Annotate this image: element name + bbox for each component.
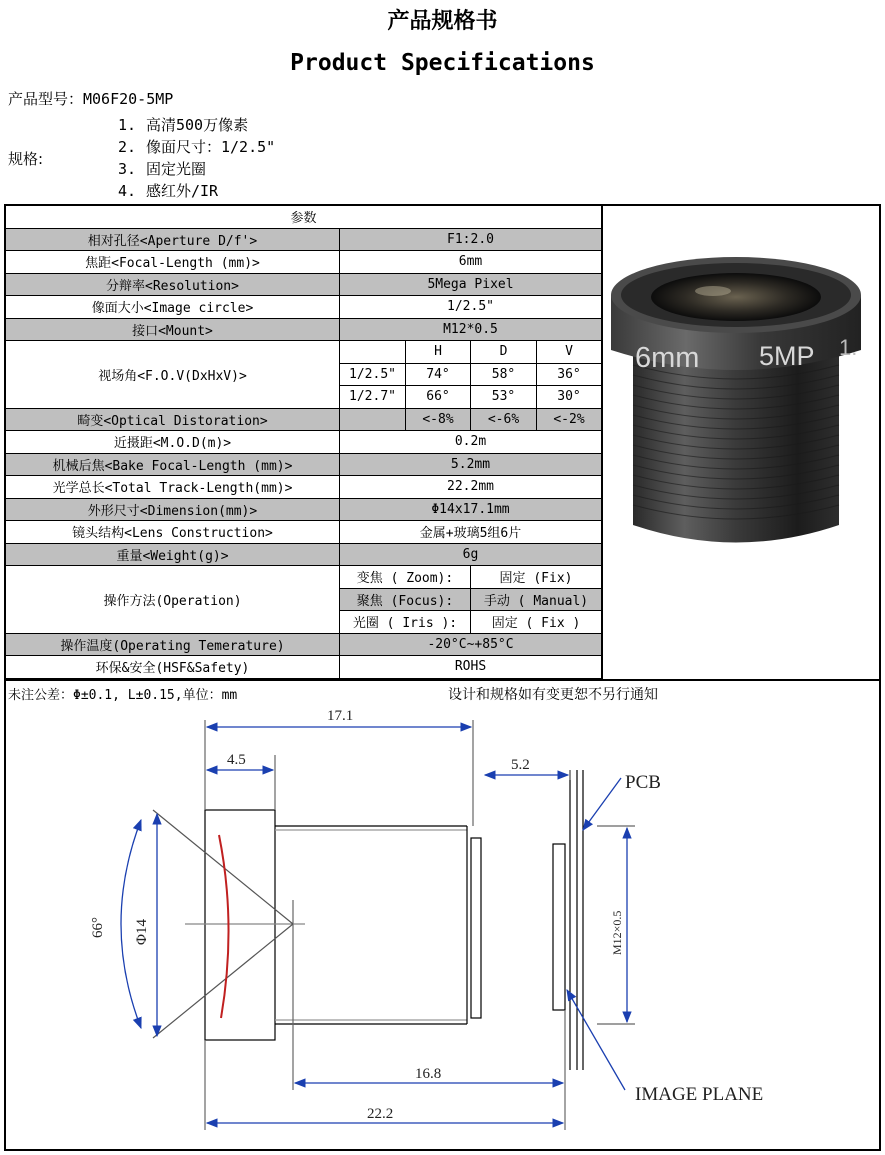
table-row (6, 431, 602, 454)
distortion-h: <-8% (406, 408, 471, 431)
fov-h: 74° (406, 363, 471, 386)
spec-item-text: 感红外/IR (146, 182, 219, 200)
row-value: 5.2mm (340, 453, 602, 476)
row-label: 视场角<F.O.V(DxHxV)> (6, 341, 340, 409)
fov-d: 58° (471, 363, 537, 386)
fov-corner (340, 341, 406, 364)
spec-item (118, 180, 275, 202)
spec-item (118, 158, 275, 180)
section-divider (5, 679, 880, 681)
spec-item-num: 4. (118, 182, 137, 200)
fov-col-d: D (471, 341, 537, 364)
tolerance-note: 未注公差：Φ±0.1, L±0.15,单位：mm (8, 688, 238, 703)
row-label: 操作方法(Operation) (6, 566, 340, 634)
spec-list (118, 114, 275, 202)
lens-marking: 6mm (635, 342, 700, 374)
row-value: 22.2mm (340, 476, 602, 499)
spec-item (118, 114, 275, 136)
spec-item-num: 1. (118, 116, 137, 134)
row-value: F1:2.0 (340, 228, 602, 251)
dim-view-angle: 66° (90, 917, 106, 938)
row-value: 0.2m (340, 431, 602, 454)
table-row (6, 498, 602, 521)
table-row (6, 543, 602, 566)
spec-item-text: 像面尺寸：1/2.5" (146, 138, 276, 156)
dim-diameter: Φ14 (134, 919, 150, 945)
row-value: 金属+玻璃5组6片 (340, 521, 602, 544)
spec-label: 规格: (8, 150, 44, 168)
row-label: 相对孔径<Aperture D/f'> (6, 228, 340, 251)
row-value: 6g (340, 543, 602, 566)
dim-overall-length: 17.1 (327, 708, 354, 724)
operation-value: 固定 (Fix) (471, 566, 602, 589)
distortion-v: <-2% (537, 408, 602, 431)
table-row (6, 296, 602, 319)
distortion-blank (340, 408, 406, 431)
dim-total-track: 22.2 (367, 1106, 394, 1122)
dim-flange-length: 16.8 (415, 1066, 442, 1082)
fov-col-h: H (406, 341, 471, 364)
table-row (6, 566, 602, 589)
row-label: 接口<Mount> (6, 318, 340, 341)
dim-thread: M12×0.5 (610, 910, 624, 955)
fov-v: 30° (537, 386, 602, 409)
table-row (6, 408, 602, 431)
spec-item-num: 2. (118, 138, 137, 156)
row-value: M12*0.5 (340, 318, 602, 341)
row-label: 光学总长<Total Track-Length(mm)> (6, 476, 340, 499)
table-row (6, 206, 602, 229)
row-label: 外形尺寸<Dimension(mm)> (6, 498, 340, 521)
operation-value: 固定 ( Fix ) (471, 611, 602, 634)
table-row (6, 341, 602, 364)
row-label: 近摄距<M.O.D(m)> (6, 431, 340, 454)
page-subtitle: Product Specifications (290, 50, 595, 76)
model-number: 产品型号：M06F20-5MP (8, 90, 174, 108)
dim-back-focal: 5.2 (511, 757, 530, 773)
technical-drawing (5, 700, 880, 1149)
lens-surface (219, 835, 229, 1018)
row-value: -20°C~+85°C (340, 633, 602, 656)
table-row (6, 656, 602, 679)
table-row (6, 453, 602, 476)
row-label: 镜头结构<Lens Construction> (6, 521, 340, 544)
table-row (6, 273, 602, 296)
fov-h: 66° (406, 386, 471, 409)
operation-value: 手动 ( Manual) (471, 588, 602, 611)
distortion-d: <-6% (471, 408, 537, 431)
row-value: 1/2.5" (340, 296, 602, 319)
label-pcb: PCB (625, 772, 661, 793)
operation-key: 聚焦 (Focus): (340, 588, 471, 611)
table-row (6, 633, 602, 656)
row-label: 分辩率<Resolution> (6, 273, 340, 296)
row-value: Φ14x17.1mm (340, 498, 602, 521)
fov-v: 36° (537, 363, 602, 386)
table-header: 参数 (6, 206, 602, 229)
product-photo-box (601, 205, 880, 679)
change-notice: 设计和规格如有变更恕不另行通知 (448, 687, 658, 703)
fov-sensor: 1/2.5" (340, 363, 406, 386)
table-row (6, 251, 602, 274)
table-row (6, 476, 602, 499)
spec-table (5, 205, 602, 679)
spec-item-text: 高清500万像素 (146, 116, 249, 134)
lens-photo (603, 205, 880, 679)
operation-key: 光圈 ( Iris ): (340, 611, 471, 634)
row-label: 环保&安全(HSF&Safety) (6, 656, 340, 679)
dim-front-length: 4.5 (227, 752, 246, 768)
table-row (6, 318, 602, 341)
spec-item-num: 3. (118, 160, 137, 178)
table-row (6, 521, 602, 544)
row-label: 焦距<Focal-Length (mm)> (6, 251, 340, 274)
row-value: 5Mega Pixel (340, 273, 602, 296)
fov-sensor: 1/2.7" (340, 386, 406, 409)
fov-col-v: V (537, 341, 602, 364)
row-label: 畸变<Optical Distoration> (6, 408, 340, 431)
row-label: 机械后焦<Bake Focal-Length (mm)> (6, 453, 340, 476)
spec-item (118, 136, 275, 158)
lens-marking: 5MP (759, 341, 815, 371)
row-value: ROHS (340, 656, 602, 679)
row-value: 6mm (340, 251, 602, 274)
row-label: 像面大小<Image circle> (6, 296, 340, 319)
fov-d: 53° (471, 386, 537, 409)
row-label: 重量<Weight(g)> (6, 543, 340, 566)
lens-front (205, 810, 275, 1040)
operation-key: 变焦 ( Zoom): (340, 566, 471, 589)
spec-item-text: 固定光圈 (146, 160, 207, 178)
page-title: 产品规格书 (387, 9, 498, 34)
lens-marking: 1. (839, 335, 858, 360)
table-row (6, 228, 602, 251)
row-label: 操作温度(Operating Temerature) (6, 633, 340, 656)
label-image-plane: IMAGE PLANE (635, 1084, 764, 1105)
